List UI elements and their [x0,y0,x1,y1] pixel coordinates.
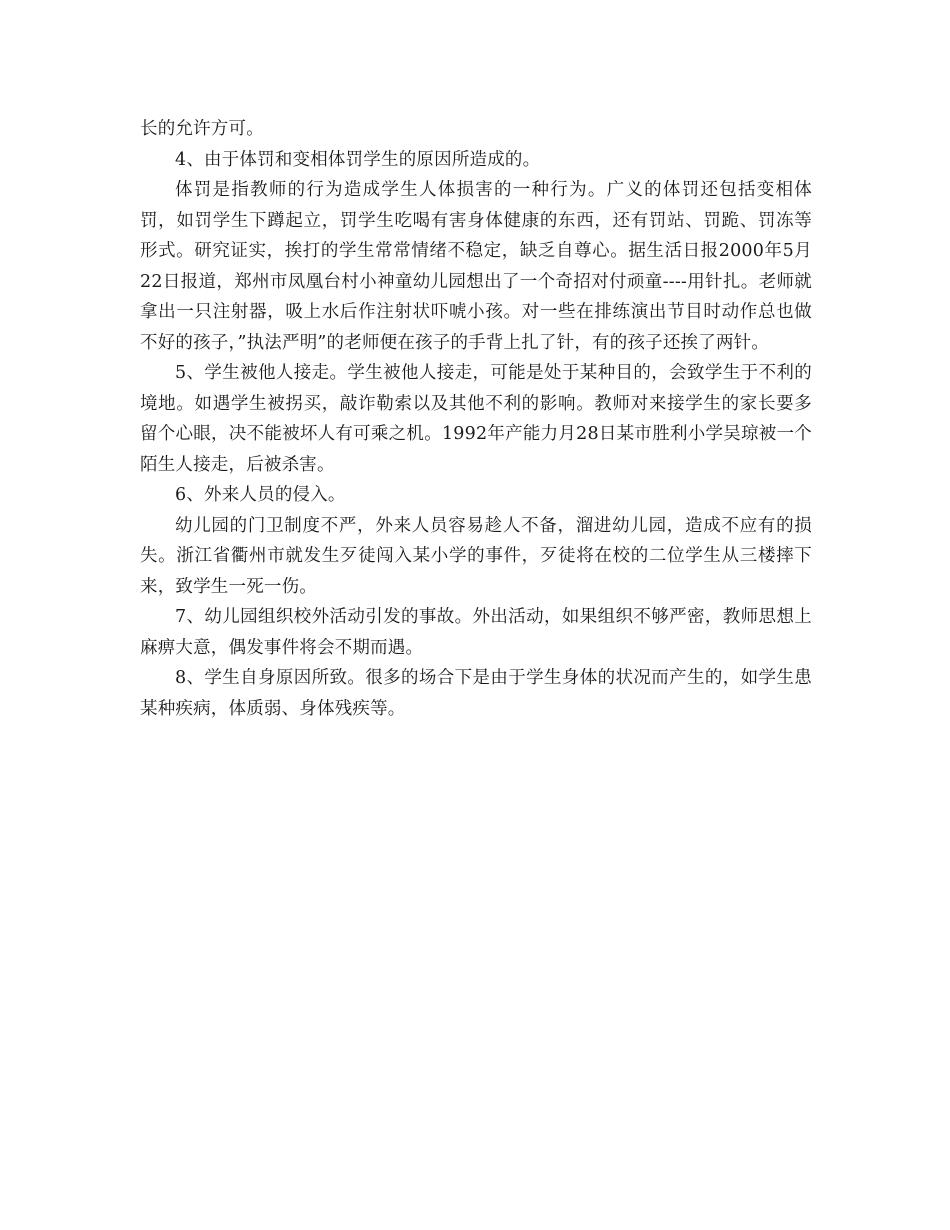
paragraph-item-6-body: 幼儿园的门卫制度不严，外来人员容易趁人不备，溜进幼儿园，造成不应有的损失。浙江省衢州市就发生歹徒闯入某小学的事件，歹徒将在校的二位学生从三楼摔下来，致学生一死一伤。 [140,515,812,597]
document-body [140,114,812,724]
paragraph-item-4-heading: 4、由于体罚和变相体罚学生的原因所造成的。 [175,149,541,170]
paragraph-item-7: 7、幼儿园组织校外活动引发的事故。外出活动，如果组织不够严密，教师思想上麻痹大意，偶发事件将会不期而遇。 [140,607,812,658]
paragraph-item-4-body: 体罚是指教师的行为造成学生人体损害的一种行为。广义的体罚还包括变相体罚，如罚学生下蹲起立，罚学生吃喝有害身体健康的东西，还有罚站、罚跪、罚冻等形式。研究证实，挨打的学生常常情绪不稳定，缺乏自尊心。据生活日报2000年5月22日报道，郑州市凤凰台村小神童幼儿园想出了一个奇招对付顽童----用针扎。老师就拿出一只注射器，吸上水后作注射状吓唬小孩。对一些在排练演出节目时动作总也做不好的孩子，”执法严明”的老师便在孩子的手背上扎了针，有的孩子还挨了两针。 [140,180,812,353]
paragraph-item-8: 8、学生自身原因所致。很多的场合下是由于学生身体的状况而产生的，如学生患某种疾病，体质弱、身体残疾等。 [140,668,812,719]
paragraph-item-6-heading: 6、外来人员的侵入。 [175,485,346,505]
paragraph-continuation: 长的允许方可。 [140,119,264,139]
paragraph-item-5: 5、学生被他人接走。学生被他人接走，可能是处于某种目的，会致学生于不利的境地。如遇学生被拐买，敲诈勒索以及其他不利的影响。教师对来接学生的家长要多留个心眼，决不能被坏人有可乘之机。1992年产能力月28日某市胜利小学吴琼被一个陌生人接走，后被杀害。 [140,363,812,475]
